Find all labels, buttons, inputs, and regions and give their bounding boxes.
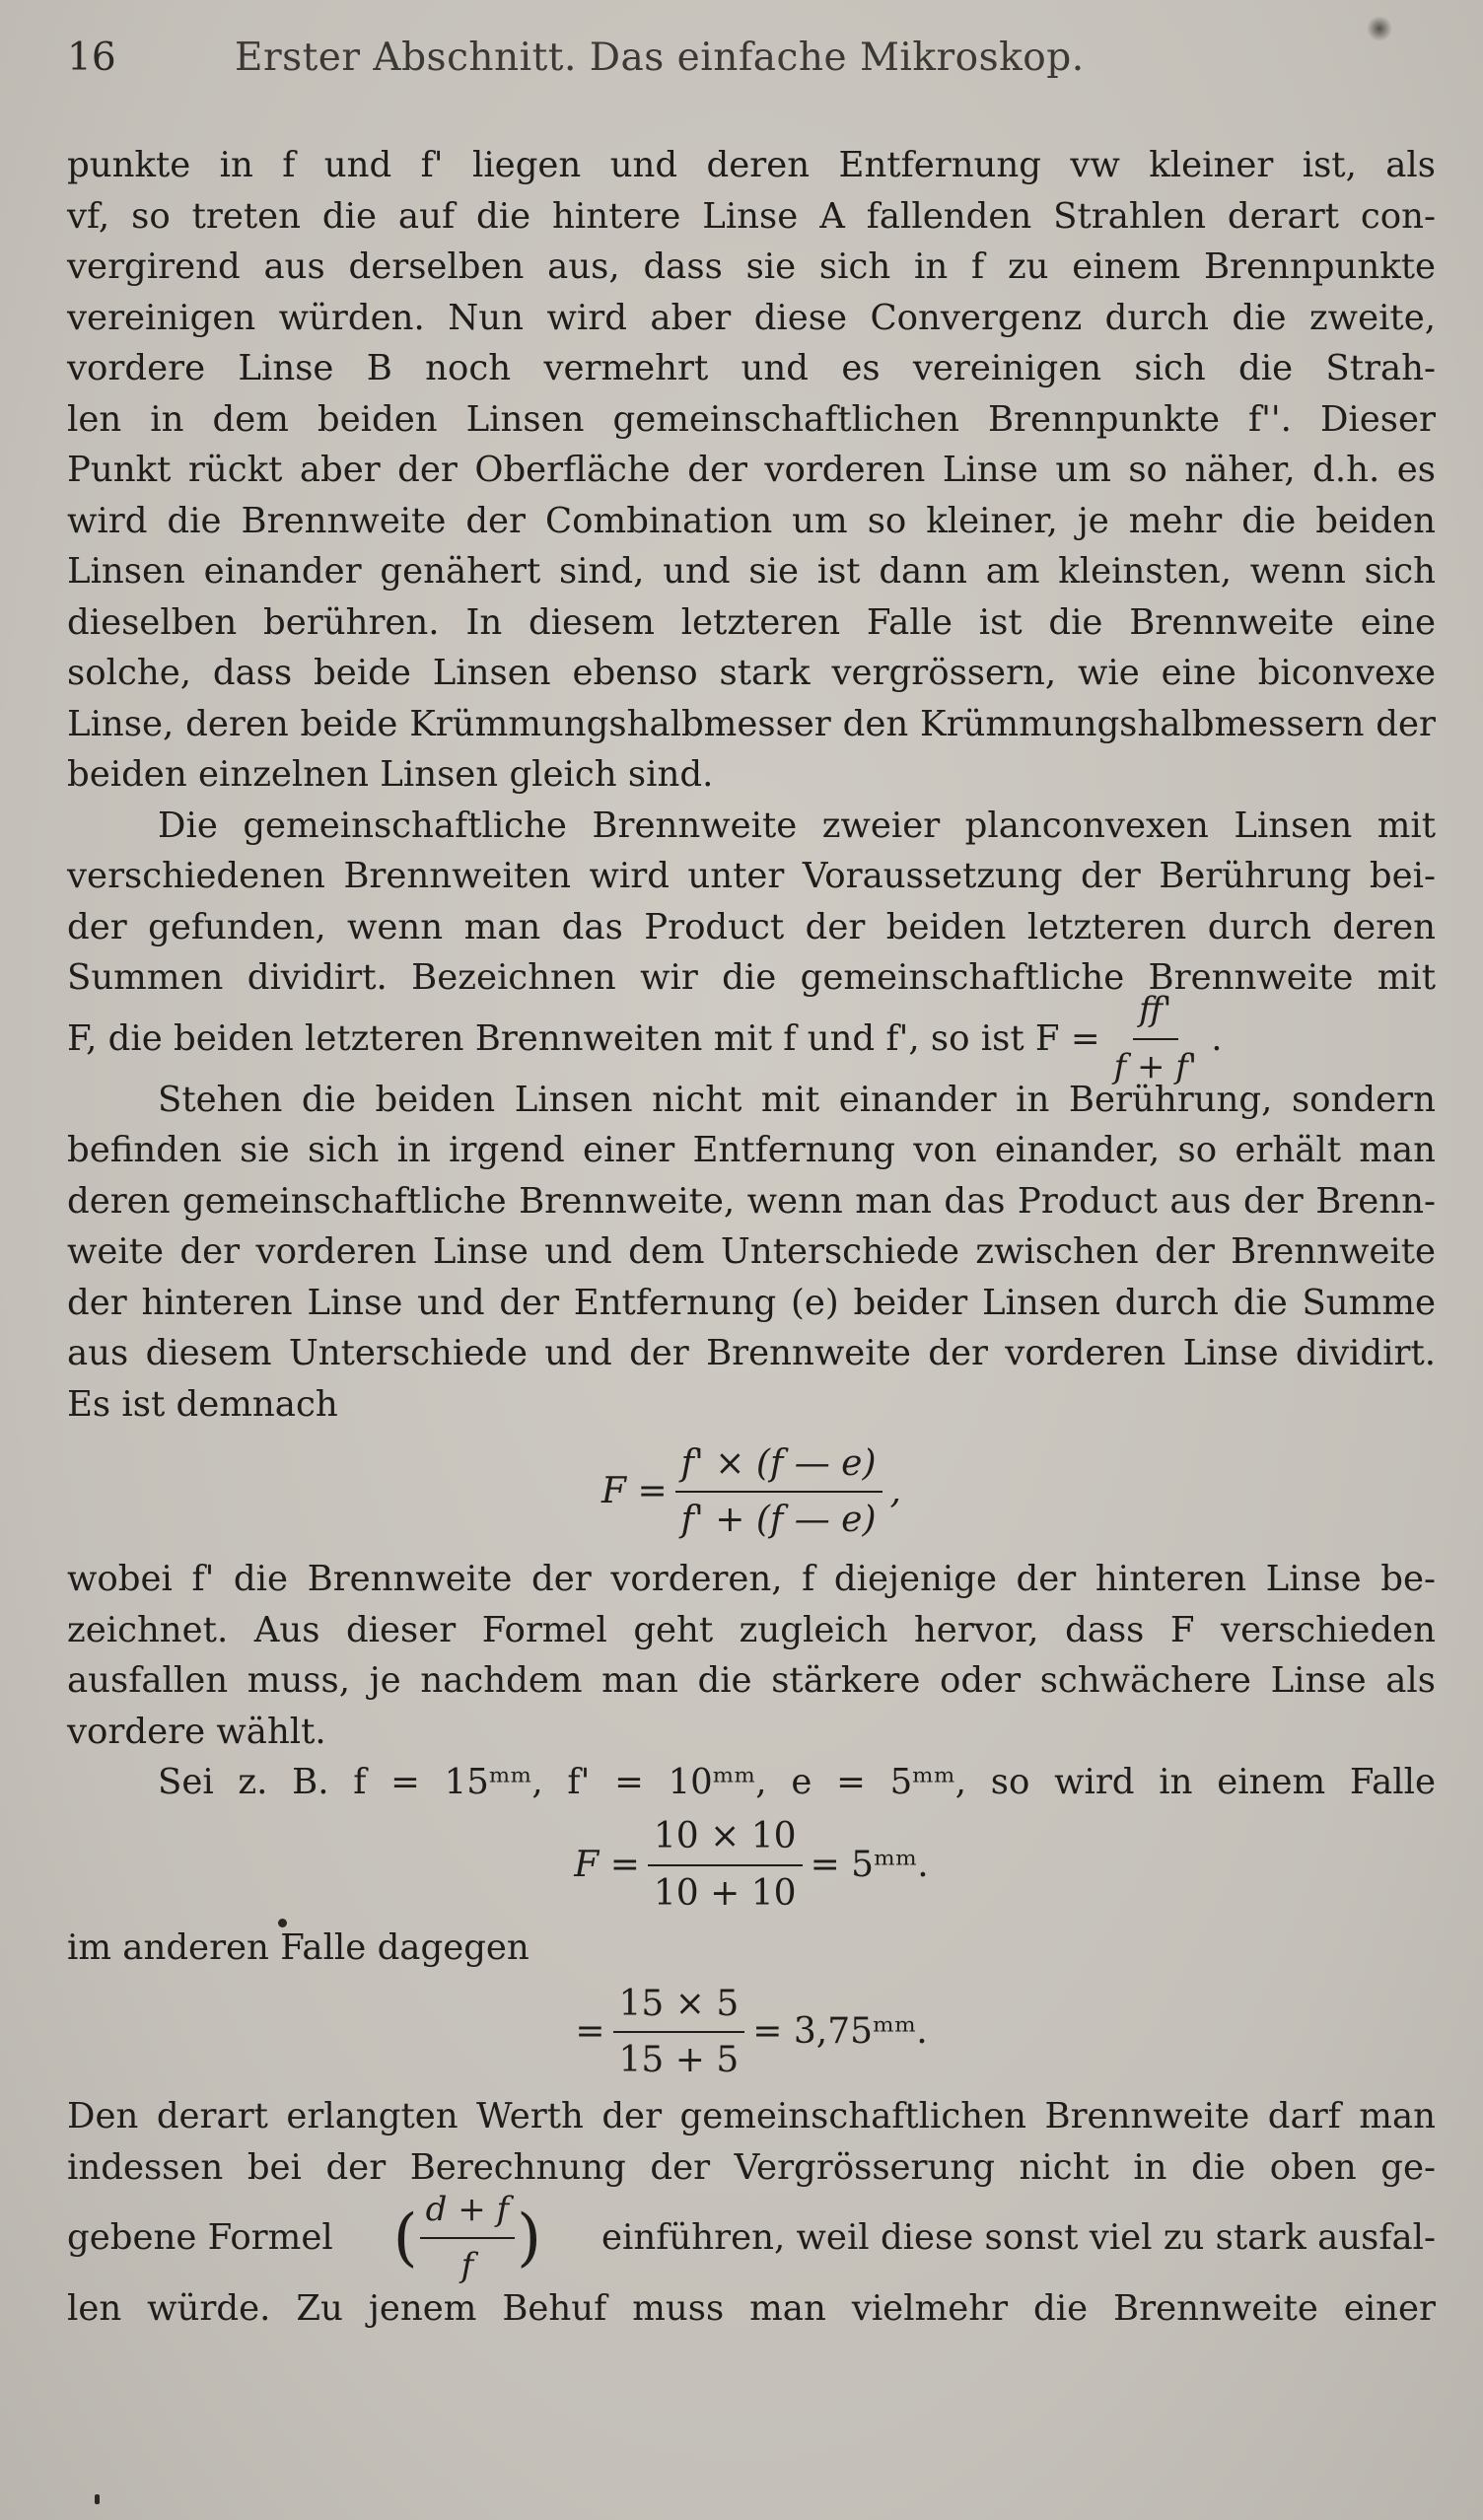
text-run: F, die beiden letzteren Brennweiten mit f und f', so ist F =: [67, 1017, 1100, 1059]
right-paren: ): [517, 2202, 542, 2275]
paragraph-1: [67, 140, 1436, 801]
text-line: aus diesem Unterschiede und der Brennweite der vorderen Linse dividirt.: [67, 1333, 1436, 1373]
formula-example-1: [67, 1816, 1436, 1915]
body-text: [67, 140, 1436, 2335]
text-line: solche, dass beide Linsen ebenso stark vergrössern, wie eine biconvexe: [67, 653, 1436, 693]
fraction: [420, 2185, 515, 2292]
formula-rhs: = 5ᵐᵐ.: [810, 1844, 929, 1885]
text-line: len würde. Zu jenem Behuf muss man vielmehr die Brennweite einer: [67, 2288, 1436, 2329]
text-line: Es ist demnach: [67, 1383, 338, 1425]
text-line: Punkt rückt aber der Oberfläche der vorderen Linse um so näher, d.h. es: [67, 450, 1436, 490]
formula-line: [67, 2189, 1436, 2285]
formula-combined-focal-length: [67, 1437, 1436, 1546]
ink-smudge: [1367, 16, 1392, 41]
formula-lhs: =: [575, 2011, 605, 2053]
text-line: befinden sie sich in irgend einer Entfernung von einander, so erhält man: [67, 1130, 1436, 1170]
fraction-numerator: 10 × 10: [648, 1811, 803, 1866]
text-line: weite der vorderen Linse und dem Unterschiede zwischen der Brennweite: [67, 1231, 1436, 1272]
fraction-numerator: f' × (f — e): [675, 1438, 883, 1494]
text-line: vordere wählt.: [67, 1711, 326, 1752]
paragraph-2: [67, 801, 1436, 1086]
formula-line: [67, 990, 1436, 1086]
text-line: verschiedenen Brennweiten wird unter Voraussetzung der Berührung bei-: [67, 856, 1436, 896]
text-line: beiden einzelnen Linsen gleich sind.: [67, 754, 714, 795]
fraction-numerator: 15 × 5: [613, 1979, 745, 2034]
fraction-denominator: f: [460, 2246, 474, 2285]
fraction-denominator: 10 + 10: [653, 1872, 797, 1914]
text-line: Die gemeinschaftliche Brennweite zweier planconvexen Linsen mit: [158, 805, 1436, 846]
text-line: dieselben berühren. In diesem letzteren Falle ist die Brennweite eine: [67, 601, 1436, 643]
text-line: vergirend aus derselben aus, dass sie sich in f zu einem Brennpunkte: [67, 246, 1436, 287]
text-line: deren gemeinschaftliche Brennweite, wenn man das Product aus der Brenn-: [67, 1180, 1436, 1222]
paragraph-4: [67, 1554, 1436, 1757]
running-head: Erster Abschnitt. Das einfache Mikroskop.: [235, 35, 1085, 80]
text-run: gebene Formel: [67, 2217, 333, 2259]
fraction-numerator: d + f: [420, 2185, 515, 2240]
fraction: [648, 1811, 803, 1919]
text-line: Stehen die beiden Linsen nicht mit einander in Berührung, sondern: [158, 1079, 1436, 1120]
fraction-denominator: f' + (f — e): [680, 1500, 877, 1540]
text-run: .: [1211, 1017, 1223, 1059]
fraction-denominator: 15 + 5: [618, 2040, 740, 2080]
text-line: vereinigen würden. Nun wird aber diese Convergenz durch die zweite,: [67, 297, 1436, 338]
text-line: punkte in f und f' liegen und deren Entfernung vw kleiner ist, als: [67, 145, 1436, 185]
formula-lhs: F =: [601, 1471, 668, 1512]
page-number: 16: [67, 35, 116, 80]
text-line: zeichnet. Aus dieser Formel geht zugleich hervor, dass F verschieden: [67, 1609, 1436, 1650]
text-line: Linsen einander genähert sind, und sie ist dann am kleinsten, wenn sich: [67, 551, 1436, 592]
text-line: Sei z. B. f = 15ᵐᵐ, f' = 10ᵐᵐ, e = 5ᵐᵐ, so wird in einem Falle: [158, 1762, 1436, 1802]
formula-lhs: F =: [574, 1844, 640, 1885]
print-speck: [95, 2494, 100, 2504]
left-paren: (: [392, 2202, 418, 2275]
text-line: len in dem beiden Linsen gemeinschaftlichen Brennpunkte f''. Dieser: [67, 398, 1436, 440]
text-line: ausfallen muss, je nachdem man die stärkere oder schwächere Linse als: [67, 1660, 1436, 1701]
text-line: indessen bei der Berechnung der Vergrösserung nicht in die oben ge-: [67, 2146, 1436, 2188]
formula-rhs: = 3,75ᵐᵐ.: [752, 2011, 928, 2053]
formula-tail: ,: [889, 1471, 901, 1512]
text-line: Linse, deren beide Krümmungshalbmesser den Krümmungshalbmessern der: [67, 703, 1436, 744]
text-line: Summen dividirt. Bezeichnen wir die gemeinschaftliche Brennweite mit: [67, 957, 1436, 998]
fraction: [675, 1438, 883, 1546]
text-line: der gefunden, wenn man das Product der beiden letzteren durch deren: [67, 906, 1436, 947]
text-run: einführen, weil diese sonst viel zu stark ausfal-: [601, 2217, 1436, 2259]
text-line: vf, so treten die auf die hintere Linse A fallenden Strahlen derart con-: [67, 195, 1436, 237]
text-line: im anderen Falle dagegen: [67, 1926, 530, 1968]
fraction-numerator: ff': [1133, 985, 1177, 1040]
paragraph-6: [67, 2091, 1436, 2335]
text-line: wird die Brennweite der Combination um so kleiner, je mehr die beiden: [67, 500, 1436, 541]
page-header: [67, 35, 1436, 97]
inline-formula: [393, 2185, 541, 2292]
text-line: vordere Linse B noch vermehrt und es vereinigen sich die Strah-: [67, 348, 1436, 388]
formula-example-2: [67, 1981, 1436, 2083]
fraction: [613, 1979, 745, 2086]
paragraph-5-continued: [67, 1923, 1436, 1974]
print-speck: [278, 1919, 287, 1927]
text-line: Den derart erlangten Werth der gemeinschaftlichen Brennweite darf man: [67, 2096, 1436, 2136]
text-line: der hinteren Linse und der Entfernung (e) beider Linsen durch die Summe: [67, 1282, 1436, 1323]
text-line: wobei f' die Brennweite der vorderen, f diejenige der hinteren Linse be-: [67, 1559, 1436, 1599]
fraction-denominator: f + f': [1113, 1046, 1198, 1086]
paragraph-3: [67, 1075, 1436, 1431]
paragraph-5: [67, 1757, 1436, 1808]
